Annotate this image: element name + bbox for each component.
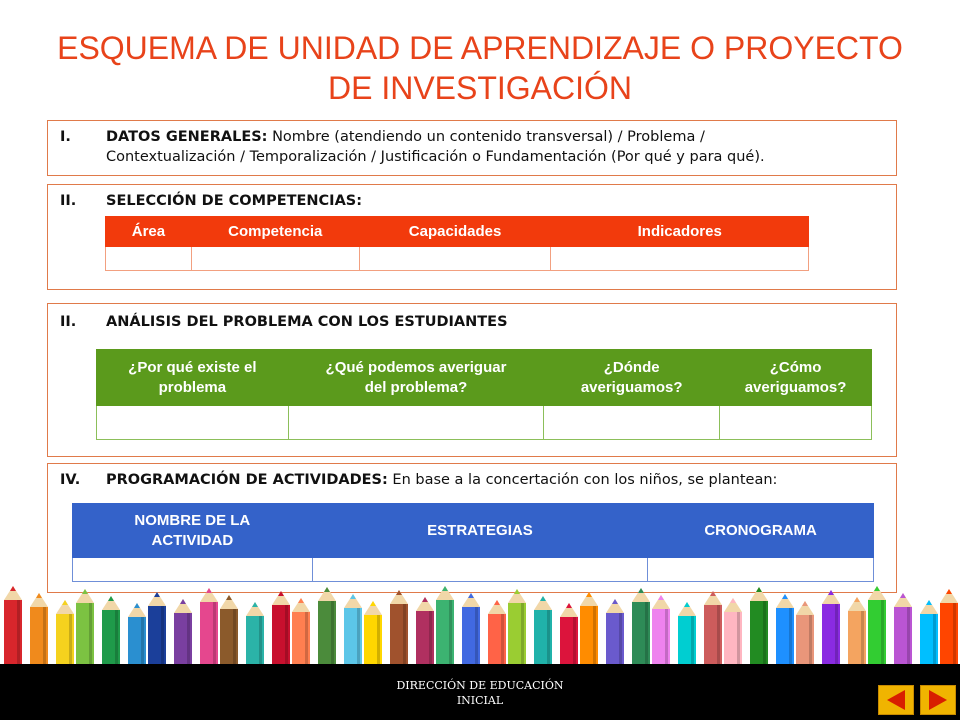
column-header-como: ¿Cómo averiguamos? [720, 350, 872, 406]
triangle-left-icon [879, 686, 913, 714]
table-cell[interactable] [544, 406, 720, 440]
programacion-table [72, 503, 874, 582]
section-programacion [47, 463, 897, 593]
section-heading: PROGRAMACIÓN DE ACTIVIDADES: [106, 472, 388, 488]
section-datos-generales [47, 120, 897, 176]
table-cell[interactable] [551, 247, 809, 271]
slide-title [40, 28, 920, 108]
column-header-area: Área [106, 217, 192, 247]
section-heading: DATOS GENERALES: [106, 129, 268, 145]
footer-line2: INICIAL [456, 694, 504, 707]
triangle-right-icon [921, 686, 955, 714]
column-header-por-que: ¿Por qué existe el problema [97, 350, 289, 406]
column-header-donde: ¿Dónde averiguamos? [544, 350, 720, 406]
colored-pencils-image [0, 580, 960, 664]
table-cell[interactable] [106, 247, 192, 271]
section-number: I. [60, 129, 71, 145]
table-cell[interactable] [720, 406, 872, 440]
previous-slide-button[interactable] [878, 685, 914, 715]
analisis-table [96, 349, 872, 440]
column-header-competencia: Competencia [191, 217, 359, 247]
column-header-estrategias: ESTRATEGIAS [312, 504, 648, 558]
section-heading: ANÁLISIS DEL PROBLEMA CON LOS ESTUDIANTES [106, 314, 508, 330]
table-cell[interactable] [648, 558, 874, 582]
table-cell[interactable] [312, 558, 648, 582]
section-number: II. [60, 193, 77, 209]
competencias-table [105, 216, 809, 271]
slide-title-line1: ESQUEMA DE UNIDAD DE APRENDIZAJE O PROYECTO [57, 30, 903, 66]
section-text: En base a la concertación con los niños, se plantean: [387, 472, 778, 488]
column-header-nombre-actividad: NOMBRE DE LA ACTIVIDAD [73, 504, 313, 558]
table-row [73, 558, 874, 582]
section-heading: SELECCIÓN DE COMPETENCIAS: [106, 193, 363, 209]
table-cell[interactable] [359, 247, 551, 271]
table-cell[interactable] [288, 406, 544, 440]
section-analisis [47, 303, 897, 457]
next-slide-button[interactable] [920, 685, 956, 715]
column-header-que-averiguar: ¿Qué podemos averiguar del problema? [288, 350, 544, 406]
table-row [97, 406, 872, 440]
column-header-cronograma: CRONOGRAMA [648, 504, 874, 558]
slide-title-line2: DE INVESTIGACIÓN [327, 70, 633, 106]
footer-text [380, 678, 580, 708]
column-header-indicadores: Indicadores [551, 217, 809, 247]
section-text-line2: Contextualización / Temporalización / Justificación o Fundamentación (Por qué y para qué). [106, 149, 765, 165]
section-competencias [47, 184, 897, 290]
table-cell[interactable] [191, 247, 359, 271]
section-text-line1: Nombre (atendiendo un contenido transversal) / Problema / [267, 129, 705, 145]
footer-line1: DIRECCIÓN DE EDUCACIÓN [396, 679, 564, 692]
table-cell[interactable] [73, 558, 313, 582]
table-cell[interactable] [97, 406, 289, 440]
section-number: IV. [60, 472, 81, 488]
section-number: II. [60, 314, 77, 330]
table-row [106, 247, 809, 271]
column-header-capacidades: Capacidades [359, 217, 551, 247]
